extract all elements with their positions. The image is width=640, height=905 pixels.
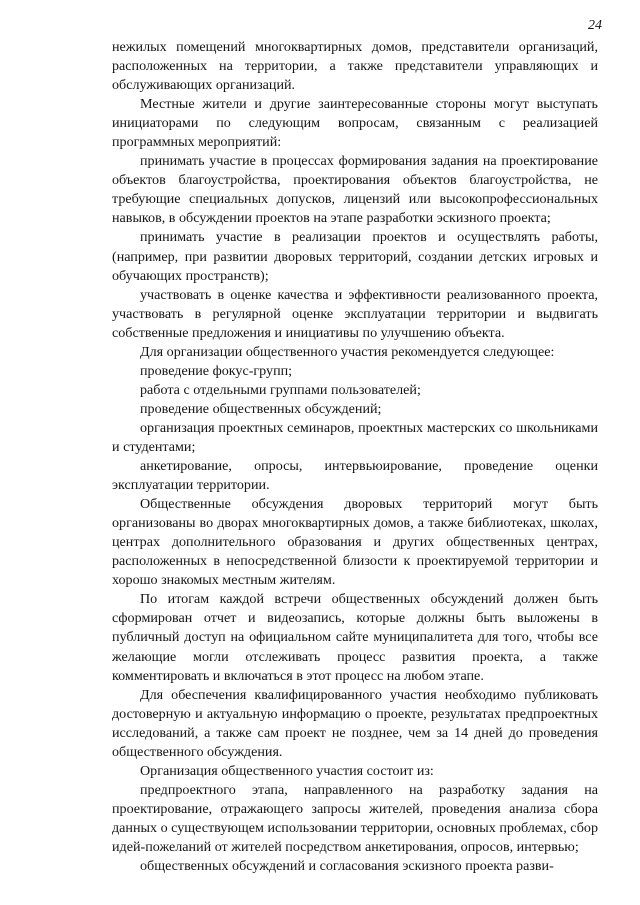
paragraph: нежилых помещений многоквартирных домов, представители организаций, расположенных на территории, а также представители управляющих и обслуживающих организаций. <box>112 39 598 94</box>
list-item: предпроектного этапа, направленного на разработку задания на проектирование, отражающего запросы жителей, проведения анализа сбора данных о существующем использовании территории, основных проблемах, сбор идей-пожеланий от жителей посредством анкетирования, опросов, интервью; <box>112 781 598 855</box>
paragraph: По итогам каждой встречи общественных обсуждений должен быть сформирован отчет и видеозапись, которые должны быть выложены в публичный доступ на официальном сайте муниципалитета для того, чтобы все желающие могли отслеживать процесс развития проекта, а также комментировать и включаться в этот процесс на любом этапе. <box>112 591 598 684</box>
list-item: участвовать в оценке качества и эффективности реализованного проекта, участвовать в регулярной оценке эксплуатации территории и выдвигать собственные предложения и инициативы по улучшению объекта. <box>112 286 598 341</box>
list-item: проведение общественных обсуждений; <box>140 400 382 417</box>
paragraph: Организация общественного участия состоит из: <box>140 762 434 779</box>
list-item: работа с отдельными группами пользователей; <box>140 381 421 398</box>
list-item: организация проектных семинаров, проектных мастерских со школьниками и студентами; <box>112 419 598 455</box>
paragraph: Местные жители и другие заинтересованные стороны могут выступать инициаторами по следующим вопросам, связанным с реализацией программных мероприятий: <box>112 96 598 151</box>
document-body <box>112 38 598 876</box>
page-number: 24 <box>588 18 602 33</box>
paragraph: Общественные обсуждения дворовых территорий могут быть организованы во дворах многоквартирных домов, а также библиотеках, школах, центрах дополнительного образования и других общественных центрах, расположенных в непосредственной близости к проектируемой территории и хорошо знакомых местным жителям. <box>112 496 598 589</box>
list-item: принимать участие в процессах формирования задания на проектирование объектов благоустройства, проектирования объектов благоустройства, не требующие специальных допусков, лицензий или высокопрофессиональных навыков, в обсуждении проектов на этапе разработки эскизного проекта; <box>112 153 598 227</box>
list-item: проведение фокус-групп; <box>140 362 293 379</box>
paragraph: Для организации общественного участия рекомендуется следующее: <box>140 343 555 360</box>
list-item: анкетирование, опросы, интервьюирование, проведение оценки эксплуатации территории. <box>112 458 598 494</box>
list-item: принимать участие в реализации проектов и осуществлять работы, (например, при развитии дворовых территорий, создании детских игровых и обучающих пространств); <box>112 229 598 284</box>
paragraph: Для обеспечения квалифицированного участия необходимо публиковать достоверную и актуальную информацию о проекте, результатах предпроектных исследований, а также сам проект не позднее, чем за 14 дней до проведения общественного обсуждения. <box>112 686 598 760</box>
list-item: общественных обсуждений и согласования эскизного проекта разви- <box>140 858 554 875</box>
